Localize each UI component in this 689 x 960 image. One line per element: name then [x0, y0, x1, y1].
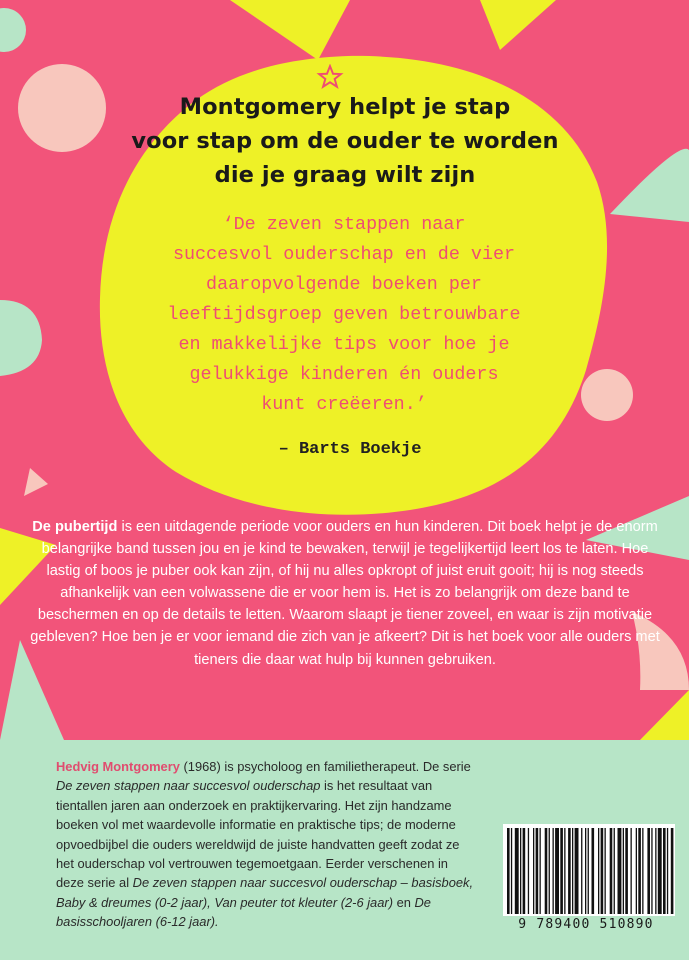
- peach-triangle-left: [24, 468, 48, 496]
- mint-circle-top-left: [0, 8, 26, 52]
- bio-text-3: en: [392, 894, 415, 910]
- series-title: De zeven stappen naar succesvol ouderschap: [56, 778, 321, 794]
- yellow-shard-right: [640, 690, 689, 740]
- barcode-number: 9 789400 510890: [518, 917, 654, 932]
- bio-text-2: is het resultaat van tientallen jaren aan onderzoek en praktijkervaring. Het zijn handzame boeken vol met waardevolle informatie en praktische tips; de moderne opvoedbijbel die ouders wereldwijd de juiste handvatten geeft zodat ze het ouderschap vol vertrouwen tegemoetgaan. Eerder verschenen in deze serie al: [56, 778, 460, 891]
- mint-shape-left: [0, 300, 42, 376]
- barcode-bars: [503, 824, 675, 916]
- yellow-shard-top-left: [230, 0, 350, 60]
- book-titles-2: De basisschooljaren (6-12 jaar).: [56, 894, 431, 930]
- description-text: is een uitdagende periode voor ouders en hun kinderen. Dit boek helpt je de enorm belangrijke band tussen jou en je kind te bewaken, terwijl je tegelijkertijd leert los te laten. Hoe lastig of boos je puber ook kan zijn, of hij nu alles opkropt of juist eruit gooit; hij is nog steeds afhankelijk van een volwassene die er voor hem is. Het is zo belangrijk om deze band te beschermen en op de details te letten. Waarom slaapt je tiener zoveel, en waar is zijn motivatie gebleven? Hoe ben je er voor iemand die zich van je afkeert? Dit is het boek voor alle ouders met tieners die daar wat hulp bij kunnen gebruiken.: [30, 519, 660, 668]
- star-outline-icon: [316, 64, 344, 90]
- author-bio: [56, 757, 476, 932]
- review-quote: ‘De zeven stappen naar succesvol ouderschap en de vier daaropvolgende boeken per leeftijdsgroep geven betrouwbare en makkelijke tips voor hoe je gelukkige kinderen én ouders kunt creëeren.’: [167, 214, 521, 415]
- book-description: [30, 516, 660, 671]
- description-lead: De pubertijd: [32, 519, 118, 535]
- bio-text-1: (1968) is psycholoog en familietherapeut. De serie: [179, 759, 471, 774]
- yellow-shard-top-right: [480, 0, 556, 50]
- mint-shape-right: [610, 149, 689, 222]
- book-titles-1: De zeven stappen naar succesvol ouderschap – basisboek, Baby & dreumes (0-2 jaar), Van peuter tot kleuter (2-6 jaar): [56, 875, 474, 910]
- headline: Montgomery helpt je stap voor stap om de ouder te worden die je graag wilt zijn: [131, 94, 559, 188]
- barcode: [503, 824, 675, 916]
- author-name: Hedvig Montgomery: [56, 759, 180, 774]
- quote-attribution: – Barts Boekje: [278, 440, 422, 459]
